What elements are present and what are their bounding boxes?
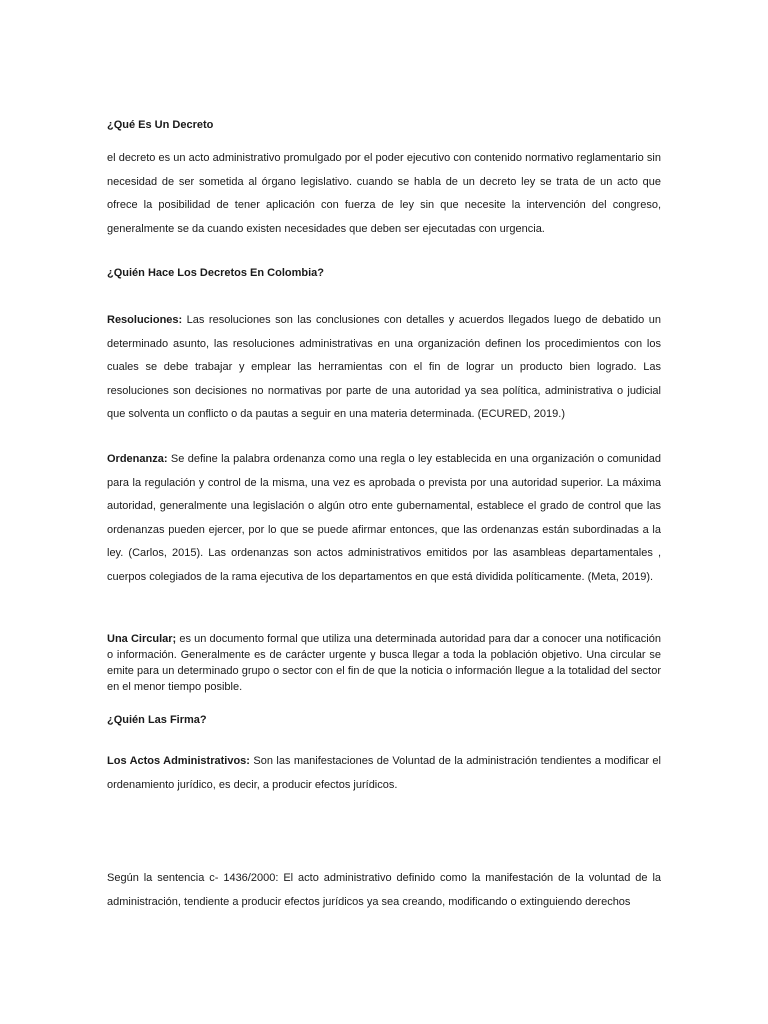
actos-label: Los Actos Administrativos: — [107, 755, 250, 767]
paragraph-circular — [107, 631, 661, 695]
paragraph-actos-administrativos — [107, 750, 661, 797]
heading-quien-hace-decretos: ¿Quién Hace Los Decretos En Colombia? — [107, 267, 324, 279]
circular-label: Una Circular; — [107, 633, 177, 645]
paragraph-decreto: el decreto es un acto administrativo promulgado por el poder ejecutivo con contenido normativo reglamentario sin necesidad de ser sometida al órgano legislativo. cuando se habla de un decreto ley se trata de un acto que ofrece la posibilidad de tener aplicación con fuerza de ley sin que necesite la intervención del congreso, generalmente se da cuando existen necesidades que deben ser ejecutadas con urgencia. — [107, 152, 661, 235]
heading-quien-las-firma: ¿Quién Las Firma? — [107, 714, 207, 726]
resoluciones-label: Resoluciones: — [107, 314, 183, 326]
actos-text: Son las manifestaciones de Voluntad de la administración tendientes a modificar el ordenamiento jurídico, es decir, a producir efectos jurídicos. — [107, 755, 661, 791]
paragraph-ordenanza — [107, 448, 661, 589]
paragraph-sentencia: Según la sentencia c- 1436/2000: El acto administrativo definido como la manifestación de la voluntad de la administración, tendiente a producir efectos jurídicos ya sea creando, modificando o extinguiendo derechos — [107, 872, 661, 908]
resoluciones-text: Las resoluciones son las conclusiones con detalles y acuerdos llegados luego de debatido un determinado asunto, las resoluciones administrativas en una organización definen los procedimientos con los cuales se debe trabajar y emplear las herramientas con el fin de lograr un producto bien logrado. Las resoluciones son decisiones no normativas por parte de una autoridad ya sea política, administrativa o judicial que solventa un conflicto o da pautas a seguir en una materia determinada. (ECURED, 2019.) — [107, 314, 661, 420]
circular-text: es un documento formal que utiliza una determinada autoridad para dar a conocer una notificación o información. Generalmente es de carácter urgente y busca llegar a toda la población objetivo. Una circular se emite para un determinado grupo o sector con el fin de que la noticia o información llegue a la totalidad del sector en el menor tiempo posible. — [107, 633, 661, 693]
ordenanza-label: Ordenanza: — [107, 453, 168, 465]
paragraph-resoluciones — [107, 309, 661, 427]
ordenanza-text: Se define la palabra ordenanza como una regla o ley establecida en una organización o comunidad para la regulación y control de la misma, una vez es aprobada o prevista por una autoridad superior. La máxima autoridad, generalmente una legislación o algún otro ente gubernamental, establece el grado de control que las ordenanzas pueden ejercer, por lo que se puede afirmar entonces, que las ordenanzas están subordinadas a la ley. (Carlos, 2015). Las ordenanzas son actos administrativos emitidos por las asambleas departamentales , cuerpos colegiados de la rama ejecutiva de los departamentos en que está dividida políticamente. (Meta, 2019). — [107, 453, 661, 583]
heading-que-es-un-decreto: ¿Qué Es Un Decreto — [107, 119, 214, 131]
